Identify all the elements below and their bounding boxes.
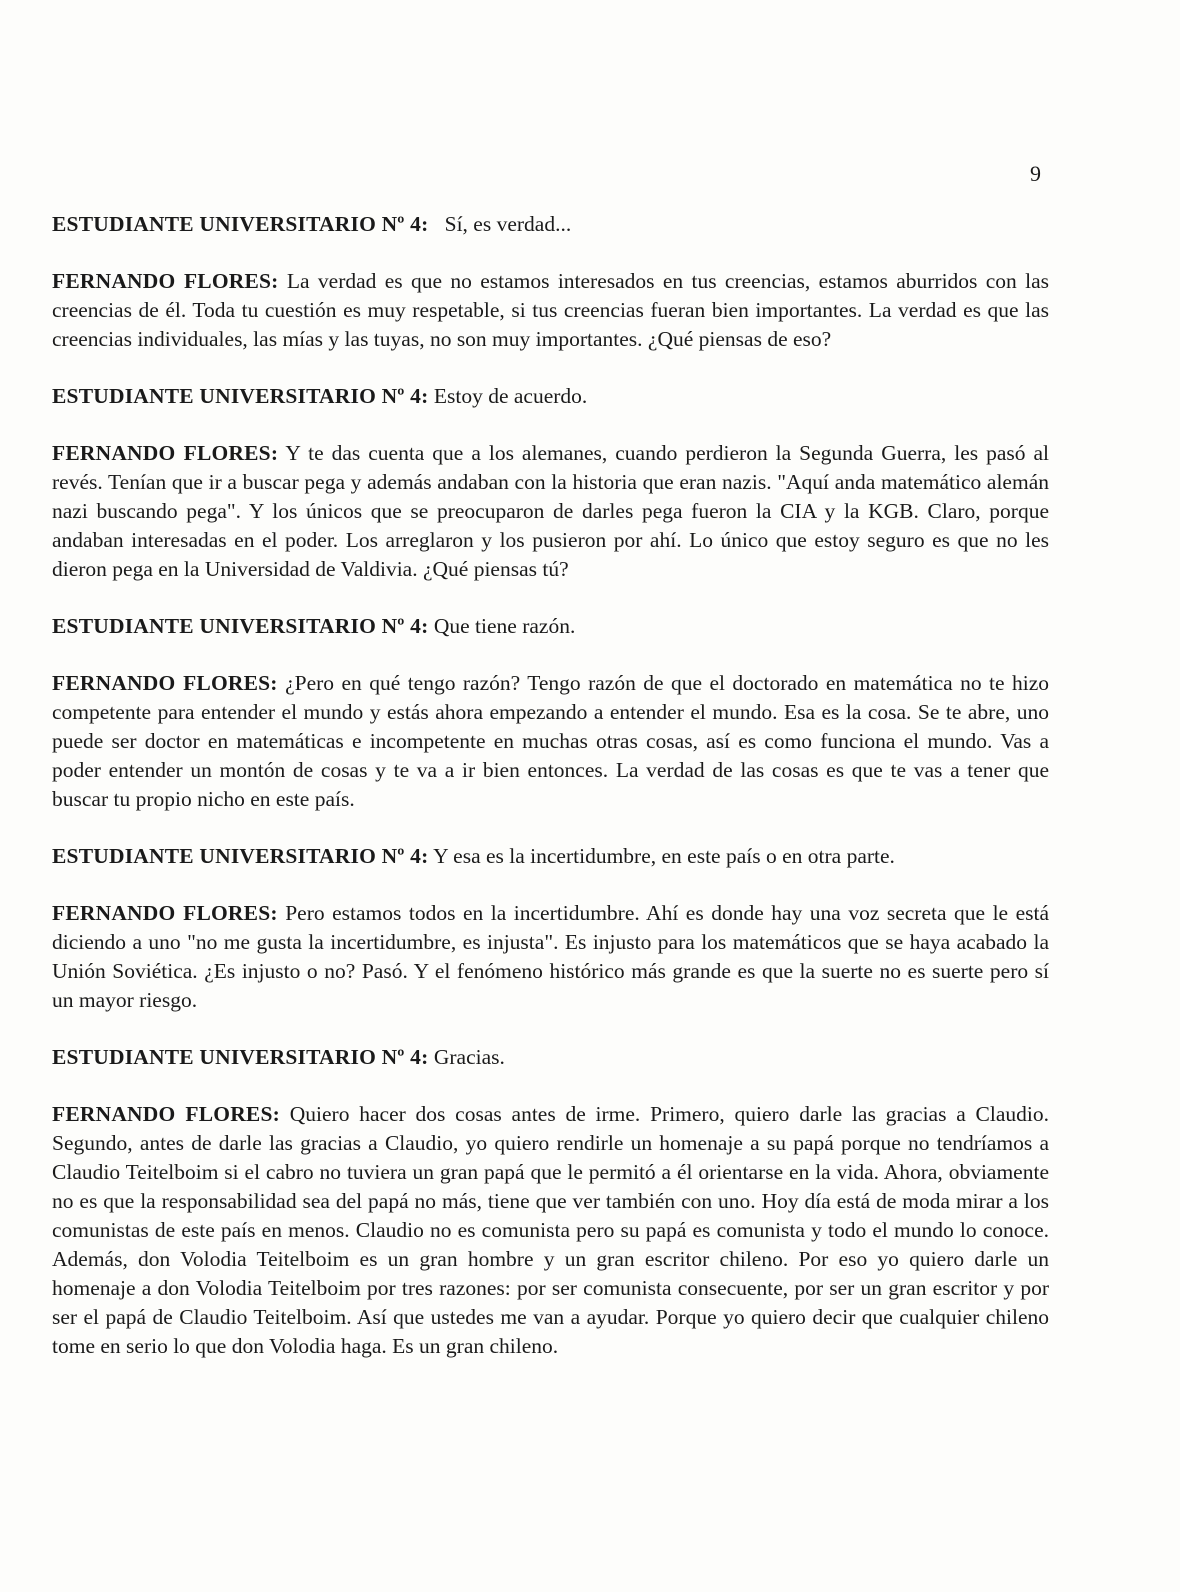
speech-text: Estoy de acuerdo. (433, 384, 588, 408)
speaker-label: FERNANDO FLORES: (52, 269, 279, 293)
speech-text: Y te das cuenta que a los alemanes, cuando perdieron la Segunda Guerra, les pasó al revés. Tenían que ir a buscar pega y además andaban con la historia que eran nazis. "Aquí anda matemático alemán nazi buscando pega". Y los únicos que se preocuparon de darles pega fueron la CIA y la KGB. Claro, porque andaban interesadas en el poder. Los arreglaron y los pusieron por ahí. Lo único que estoy seguro es que no les dieron pega en la Universidad de Valdivia. ¿Qué piensas tú? (52, 441, 1050, 581)
page-number: 9 (1030, 161, 1041, 186)
speaker-label: FERNANDO FLORES: (52, 1102, 280, 1126)
dialogue-turn (52, 1043, 1049, 1072)
speech-text: ¿Pero en qué tengo razón? Tengo razón de que el doctorado en matemática no te hizo competente para entender el mundo y estás ahora empezando a entender el mundo. Esa es la cosa. Se te abre, uno puede ser doctor en matemáticas e incompetente en muchas otras cosas, así es como funciona el mundo. Vas a poder entender un montón de cosas y te va a ir bien entonces. La verdad de las cosas es que te vas a tener que buscar tu propio nicho en este país. (52, 671, 1049, 811)
speech-text: Y esa es la incertidumbre, en este país o en otra parte. (433, 844, 895, 868)
speaker-label: FERNANDO FLORES: (52, 671, 278, 695)
dialogue-turn (52, 899, 1049, 1015)
dialogue-turn (52, 267, 1049, 354)
dialogue-turn (52, 210, 1049, 239)
speaker-label: ESTUDIANTE UNIVERSITARIO Nº 4: (52, 1045, 429, 1069)
dialogue-turn (52, 612, 1049, 641)
speech-text: La verdad es que no estamos interesados en tus creencias, estamos aburridos con las creencias de él. Toda tu cuestión es muy respetable, si tus creencias fueran bien importantes. La verdad es que las creencias individuales, las mías y las tuyas, no son muy importantes. ¿Qué piensas de eso? (52, 269, 1050, 351)
speaker-label: FERNANDO FLORES: (52, 901, 278, 925)
speaker-label: ESTUDIANTE UNIVERSITARIO Nº 4: (52, 614, 429, 638)
transcript-body (52, 210, 1049, 1389)
speech-text: Quiero hacer dos cosas antes de irme. Primero, quiero darle las gracias a Claudio. Segundo, antes de darle las gracias a Claudio, yo quiero rendirle un homenaje a su papá porque no tendríamos a Claudio Teitelboim si el cabro no tuviera un gran papá que le permitó a él orientarse en la vida. Ahora, obviamente no es que la responsabilidad sea del papá no más, tiene que ver también con uno. Hoy día está de moda mirar a los comunistas de este país en menos. Claudio no es comunista pero su papá es comunista y todo el mundo lo conoce. Además, don Volodia Teitelboim es un gran hombre y un gran escritor chileno. Por eso yo quiero darle un homenaje a don Volodia Teitelboim por tres razones: por ser comunista consecuente, por ser un gran escritor y por ser el papá de Claudio Teitelboim. Así que ustedes me van a ayudar. Porque yo quiero decir que cualquier chileno tome en serio lo que don Volodia haga. Es un gran chileno. (52, 1102, 1049, 1358)
dialogue-turn (52, 382, 1049, 411)
dialogue-turn (52, 669, 1049, 814)
dialogue-turn (52, 1100, 1049, 1361)
speaker-label: ESTUDIANTE UNIVERSITARIO Nº 4: (52, 384, 429, 408)
speech-text: Que tiene razón. (433, 614, 576, 638)
speech-text: Pero estamos todos en la incertidumbre. Ahí es donde hay una voz secreta que le está diciendo a uno "no me gusta la incertidumbre, es injusta". Es injusto para los matemáticos que se haya acabado la Unión Soviética. ¿Es injusto o no? Pasó. Y el fenómeno histórico más grande es que la suerte no es suerte pero sí un mayor riesgo. (52, 901, 1050, 1012)
speaker-label: FERNANDO FLORES: (52, 441, 279, 465)
speech-text: Sí, es verdad... (444, 212, 572, 236)
speech-text: Gracias. (433, 1045, 505, 1069)
dialogue-turn (52, 439, 1049, 584)
dialogue-turn (52, 842, 1049, 871)
speaker-label: ESTUDIANTE UNIVERSITARIO Nº 4: (52, 212, 429, 236)
speaker-label: ESTUDIANTE UNIVERSITARIO Nº 4: (52, 844, 429, 868)
